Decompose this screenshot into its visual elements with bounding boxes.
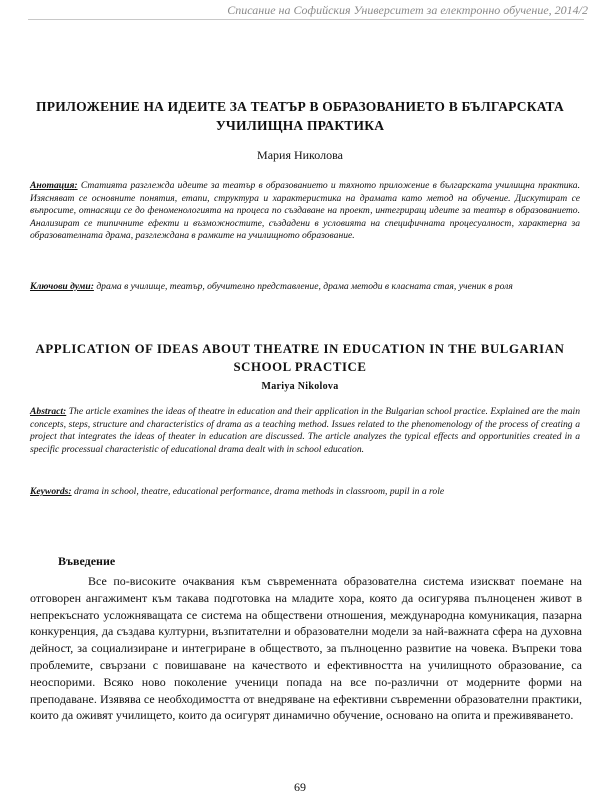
abstract-bg-text: Статията разглежда идеите за театър в образованието и тяхното приложение в българската училищна практика. Изясняват се основните понятия, етапи, структура и характеристика на драмата като метод на обучение. Дискутират се въпросите, отнасящи се до феноменологията на процеса по създаване на проект, интегриращ идеите за театър в образованието. Анализират се типичните ефекти и възможностите, създадени в условията на специфичната процесуалност, характерна за образователната драма, разглеждана в рамките на училищното образование. [30,180,580,242]
author-name-en: Mariya Nikolova [261,381,339,392]
keywords-bg-label: Ключови думи: [30,281,94,292]
section-heading-introduction: Въведение [58,554,116,568]
abstract-en [30,406,580,456]
abstract-en-label: Abstract: [30,406,67,417]
abstract-en-text: The article examines the ideas of theatre in education and their application in the Bulgarian school practice. Explained are the main concepts, steps, structure and characteristics of drama as a teaching method. Issues related to the phenomenology of the process of creating a project that integrates the ideas of theater in education are discussed. The article analyzes the typical effects and opportunities created in a specific processual characteristic of educational drama dealt with in school education. [30,406,580,455]
keywords-en-text: drama in school, theatre, educational performance, drama methods in classroom, pupil in a role [73,486,445,497]
abstract-bg [30,180,580,243]
page-number: 69 [294,780,306,794]
paper-title-bg: ПРИЛОЖЕНИЕ НА ИДЕИТЕ ЗА ТЕАТЪР В ОБРАЗОВАНИЕТО В БЪЛГАРСКАТА УЧИЛИЩНА ПРАКТИКА [36,99,564,133]
introduction-paragraph: Все по-високите очаквания към съвременната образователна система изискват поемане на отговорен ангажимент към такава подготовка на младите хора, която да осигурява пълноценен живот в непрекъснато усложняващата се система на обществени отношения, международна комуникация, пазарна конкуренция, да създава културни, възпитателни и образователни модели за най-важната сфера на духовна дейност, за социализиране и интегриране в обществото, за пълноценно развитие на човека. Въпреки това проблемите, свързани с повишаване на качеството и ефективността на училищното образование, са неоспорими. Всяко ново поколение ученици попада на все по-различни от модерните форми на преподаване. Изявява се необходимостта от внедряване на ефективни съвременни образователни практики, които да оживят училището, които да осигурят динамично обучение, основано на опита и преживяването. [30,574,582,723]
abstract-bg-label: Анотация: [30,180,78,191]
author-name-bg: Мария Николова [257,148,343,162]
keywords-bg-text: драма в училище, театър, обучително представление, драма методи в класната стая, ученик в роля [96,281,513,292]
journal-header: Списание на Софийския Университет за електронно обучение, 2014/2 [227,3,588,17]
paper-title-en: APPLICATION OF IDEAS ABOUT THEATRE IN EDUCATION IN THE BULGARIAN SCHOOL PRACTICE [35,342,565,374]
header-divider [28,19,584,20]
keywords-en-label: Keywords: [30,486,72,497]
keywords-bg [30,281,580,294]
keywords-en [30,486,580,499]
